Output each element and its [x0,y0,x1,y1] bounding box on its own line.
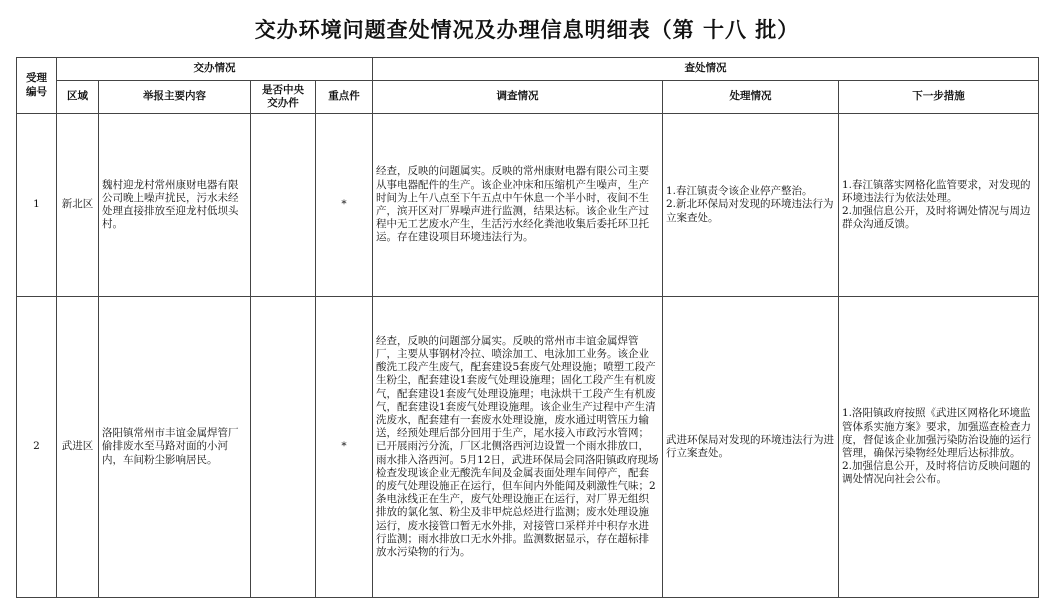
header-region: 区域 [57,81,99,114]
cell-survey: 经查，反映的问题部分属实。反映的常州市丰谊金属焊管厂，主要从事钢材冷拉、喷涂加工、电泳加工业务。该企业酸洗工段产生废气，配套建设5套废气处理设施；喷塑工段产生粉尘，配套建设1套废气处理设施理；固化工段产生有机废气，配套建设1套废气处理设施理；电泳烘干工段产生有机废气，配套建设1套废气处理设施理。该企业生产过程中产生清洗废水，配套建有一套废水处理设施，废水通过明管压力输送，经预处理后部分回用于生产，尾水接入市政污水管网；已开展雨污分流，厂区北侧洛西河边设置一个雨水排放口，雨水排入洛西河。5月12日，武进环保局会同洛阳镇政府现场检查发现该企业无酸洗车间及金属表面处理车间停产，配套的废气处理设施正在运行，但车间内外能闻及刺激性气味；2条电泳线正在生产，废气处理设施正在运行，对厂界无组织排放的氯化氢、粉尘及非甲烷总烃进行监测；废水处理设施运行，废水接管口暂无水外排，对接管口采样并中积存水进行监测；雨水排放口无水外排。监测数据显示，存在超标排放水污染物的行为。 [373,297,663,598]
cell-handling: 1.春江镇责令该企业停产整治。 2.新北环保局对发现的环境违法行为立案查处。 [663,114,839,297]
table-row [17,297,1039,598]
header-assigned-group: 交办情况 [57,58,373,81]
cell-next: 1.洛阳镇政府按照《武进区网格化环境监管体系实施方案》要求，加强巡查检查力度，督促该企业加强污染防治设施的运行管理，确保污染物经处理后达标排放。 2.加强信息公开，及时将信访反映问题的调处情况向社会公布。 [839,297,1039,598]
cell-region: 武进区 [57,297,99,598]
header-investigation-group: 查处情况 [373,58,1039,81]
header-survey: 调查情况 [373,81,663,114]
table-row [17,114,1039,297]
cell-id: 1 [17,114,57,297]
header-id: 受理 编号 [17,58,57,114]
header-report: 举报主要内容 [99,81,251,114]
cell-central [251,297,316,598]
cell-id: 2 [17,297,57,598]
cell-key: * [316,297,373,598]
cell-region: 新北区 [57,114,99,297]
cell-central [251,114,316,297]
cell-key: * [316,114,373,297]
cell-report: 洛阳镇常州市丰谊金属焊管厂偷排废水至马路对面的小河内，车间粉尘影响居民。 [99,297,251,598]
cell-report: 魏村迎龙村常州康财电器有限公司晚上噪声扰民，污水未经处理直接排放至迎龙村低坝头村。 [99,114,251,297]
page-title: 交办环境问题查处情况及办理信息明细表（第 十八 批） [254,18,800,42]
header-row-1 [17,58,1039,81]
header-handling: 处理情况 [663,81,839,114]
header-central: 是否中央 交办件 [251,81,316,114]
cell-handling: 武进环保局对发现的环境违法行为进行立案查处。 [663,297,839,598]
header-row-2 [17,81,1039,114]
header-key: 重点件 [316,81,373,114]
cell-survey: 经查，反映的问题属实。反映的常州康财电器有限公司主要从事电器配件的生产。该企业冲床和压缩机产生噪声，生产时间为上午八点至下午五点中午休息一个半小时，夜间不生产，滨开区对厂界噪声进行监测，结果达标。该企业生产过程中无工艺废水产生，生活污水经化粪池收集后委托环卫托运。存在建设项目环境违法行为。 [373,114,663,297]
details-table [16,57,1039,598]
cell-next: 1.春江镇落实网格化监管要求，对发现的环境违法行为依法处理。 2.加强信息公开，及时将调处情况与周边群众沟通反馈。 [839,114,1039,297]
header-next: 下一步措施 [839,81,1039,114]
